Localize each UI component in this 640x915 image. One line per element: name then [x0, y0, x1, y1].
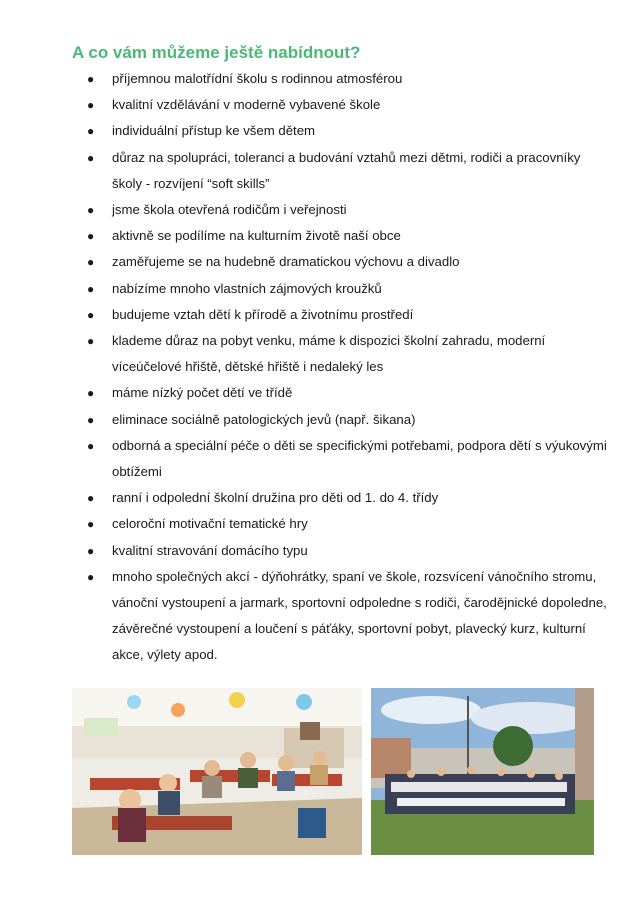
list-item: [72, 485, 612, 511]
list-item-text: budujeme vztah dětí k přírodě a životnímu prostředí: [112, 306, 414, 322]
bullet-icon: ●: [87, 255, 95, 270]
bullet-icon: ●: [87, 307, 95, 322]
list-item-text: klademe důraz na pobyt venku, máme k dispozici školní zahradu, moderní víceúčelové hřiště, dětské hřiště i nedaleký les: [112, 333, 546, 375]
list-item: [72, 92, 612, 118]
bullet-icon: ●: [87, 229, 95, 244]
bullet-icon: ●: [87, 438, 95, 453]
list-item-text: příjemnou malotřídní školu s rodinnou atmosférou: [112, 71, 403, 86]
bullet-icon: ●: [87, 281, 95, 296]
list-item: [72, 407, 612, 433]
list-item-text: kvalitní vzdělávání v moderně vybavené škole: [112, 97, 381, 113]
list-item: [72, 145, 612, 197]
list-item-text: nabízíme mnoho vlastních zájmových kroužků: [112, 280, 382, 296]
list-item: [72, 538, 612, 564]
bullet-icon: ●: [87, 386, 95, 401]
list-item: [72, 511, 612, 537]
list-item: [72, 433, 612, 485]
list-item-text: individuální přístup ke všem dětem: [112, 123, 316, 139]
offer-list: [72, 66, 612, 669]
list-item: [72, 276, 612, 302]
list-item-text: kvalitní stravování domácího typu: [112, 542, 308, 558]
bullet-icon: ●: [87, 98, 95, 113]
list-item: [72, 302, 612, 328]
bullet-icon: ●: [87, 124, 95, 139]
classroom-photo: [72, 688, 362, 855]
list-item: [72, 197, 612, 223]
list-item: [72, 328, 612, 380]
list-item: [72, 249, 612, 275]
bullet-icon: ●: [87, 569, 95, 584]
bullet-icon: ●: [87, 517, 95, 532]
bullet-icon: ●: [87, 72, 95, 86]
list-item-text: mnoho společných akcí - dýňohrátky, spaní ve škole, rozsvícení vánočního stromu, vánoční vystoupení a jarmark, sportovní odpoledne s rodiči, čarodějnické dopoledne, závěrečné vystoupení a loučení s páťáky, sportovní pobyt, plavecký kurz, kulturní akce, výlety apod.: [112, 568, 607, 663]
list-item: [72, 380, 612, 406]
list-item-text: ranní i odpolední školní družina pro děti od 1. do 4. třídy: [112, 490, 439, 506]
bullet-icon: ●: [87, 334, 95, 349]
list-item-text: eliminace sociálně patologických jevů (např. šikana): [112, 411, 416, 427]
bullet-icon: ●: [87, 491, 95, 506]
list-item-text: máme nízký počet dětí ve třídě: [112, 385, 293, 401]
list-item-text: zaměřujeme se na hudebně dramatickou výchovu a divadlo: [112, 254, 460, 270]
bullet-icon: ●: [87, 203, 95, 218]
list-item-text: jsme škola otevřená rodičům i veřejnosti: [112, 202, 347, 218]
list-item-text: celoroční motivační tematické hry: [112, 516, 308, 532]
list-item: [72, 223, 612, 249]
bullet-icon: ●: [87, 150, 95, 165]
bullet-icon: ●: [87, 412, 95, 427]
outdoor-group-photo: [371, 688, 594, 855]
photo-row: [72, 688, 594, 855]
section-heading: A co vám můžeme ještě nabídnout?: [72, 43, 361, 62]
list-item: [72, 564, 612, 669]
list-item: [72, 66, 612, 92]
list-item-text: důraz na spolupráci, toleranci a budování vztahů mezi dětmi, rodiči a pracovníky školy - rozvíjení “soft skills”: [112, 149, 581, 191]
list-item: [72, 118, 612, 144]
bullet-icon: ●: [87, 543, 95, 558]
list-item-text: aktivně se podílíme na kulturním životě naší obce: [112, 228, 401, 244]
list-item-text: odborná a speciální péče o děti se specifickými potřebami, podpora dětí s výukovými obtížemi: [112, 437, 607, 480]
